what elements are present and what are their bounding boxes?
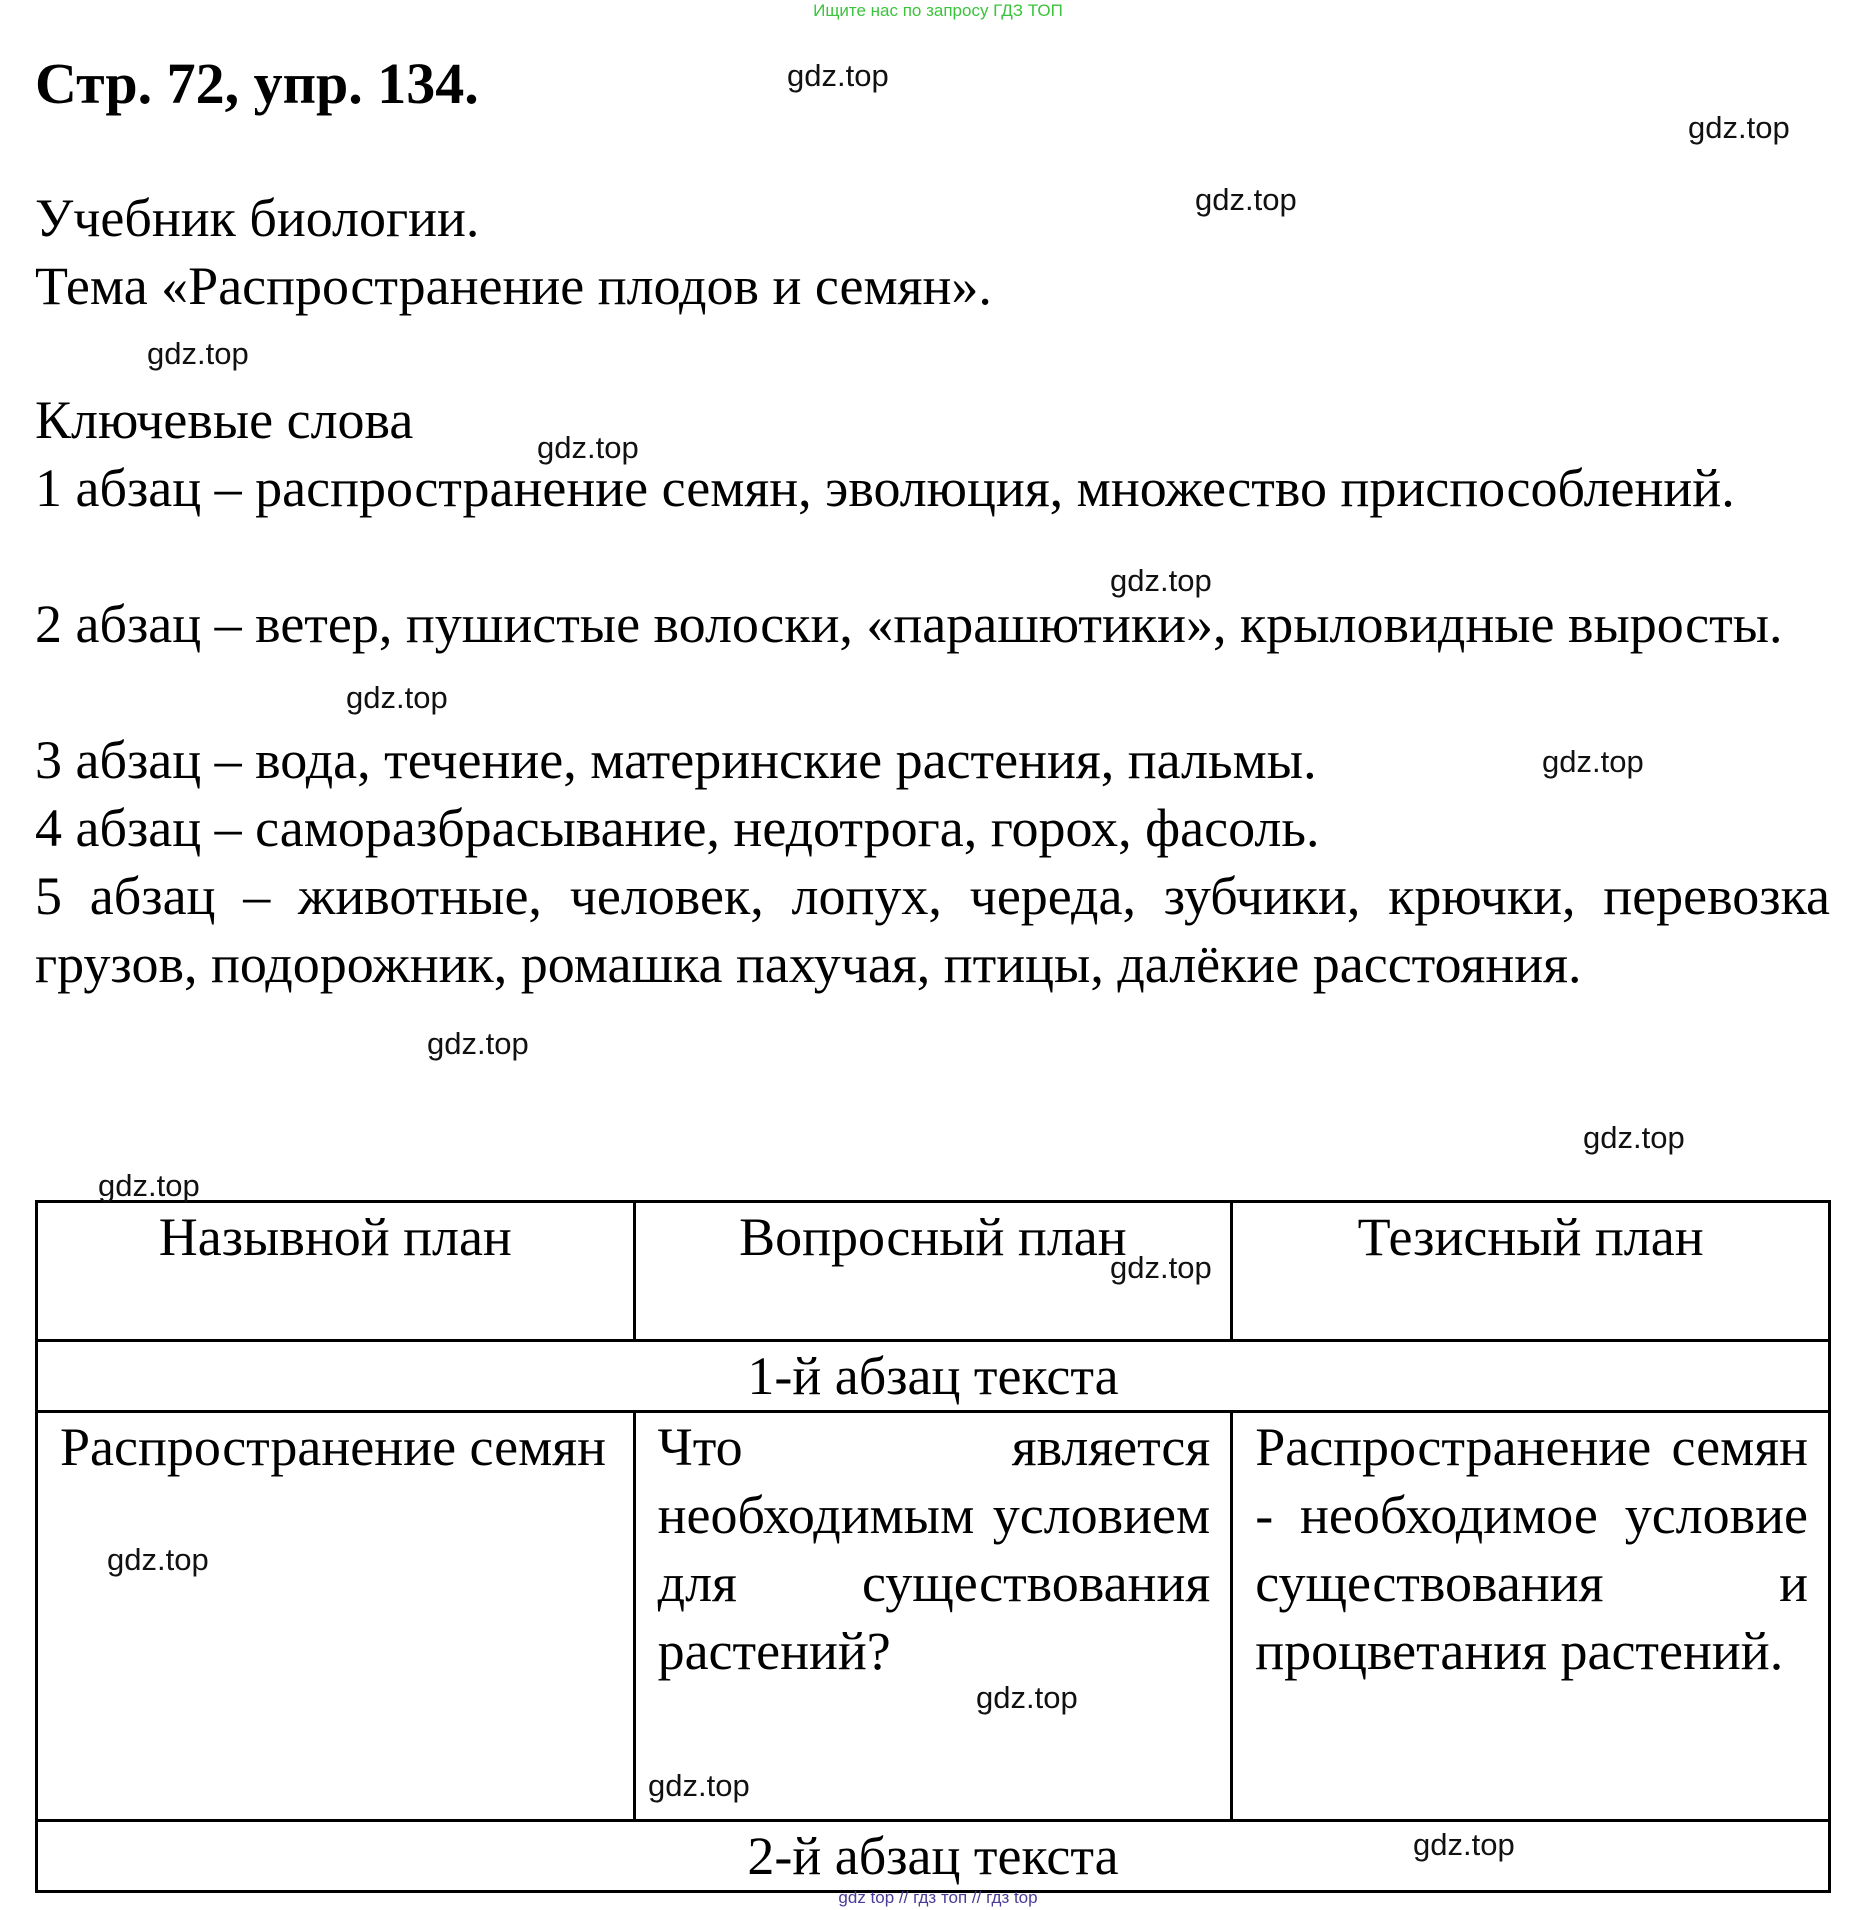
watermark: gdz.top	[1413, 1827, 1515, 1862]
watermark: gdz.top	[1195, 182, 1297, 217]
plan-table-header-row	[37, 1202, 1830, 1341]
watermark: gdz.top	[346, 680, 448, 715]
watermark: gdz.top	[147, 336, 249, 371]
footer-watermark: gdz top // гдз топ // гдз top	[838, 1888, 1038, 1907]
watermark: gdz.top	[976, 1680, 1078, 1715]
section-row-1	[37, 1341, 1830, 1412]
table-row	[37, 1412, 1830, 1821]
page-title: Стр. 72, упр. 134.	[35, 51, 479, 116]
watermark: gdz.top	[1542, 744, 1644, 779]
cell-nominative-plan: Распространение семян	[37, 1412, 635, 1821]
keywords-paragraph-1: 1 абзац – распространение семян, эволюция, множество приспособлений.	[35, 458, 1735, 518]
watermark: gdz.top	[107, 1542, 209, 1577]
plan-table	[35, 1200, 1831, 1893]
watermark: gdz.top	[787, 58, 889, 93]
textbook-line: Учебник биологии.	[35, 188, 480, 248]
watermark: gdz.top	[1688, 110, 1790, 145]
watermark: gdz.top	[648, 1768, 750, 1803]
cell-thesis-plan: Распространение семян - необходимое условие существования и процветания растений.	[1232, 1412, 1830, 1821]
header-thesis-plan: Тезисный план	[1232, 1202, 1830, 1341]
watermark: gdz.top	[1110, 1250, 1212, 1285]
keywords-paragraph-2: 2 абзац – ветер, пушистые волоски, «парашютики», крыловидные выросты.	[35, 594, 1783, 654]
cell-question-plan: Что является необходимым условием для существования растений?	[634, 1412, 1232, 1821]
keywords-heading: Ключевые слова	[35, 390, 414, 450]
topic-line: Тема «Распространение плодов и семян».	[35, 256, 992, 316]
section-row-2	[37, 1821, 1830, 1892]
header-nominative-plan: Назывной план	[37, 1202, 635, 1341]
search-banner: Ищите нас по запросу ГДЗ ТОП	[813, 1, 1063, 20]
keywords-paragraph-4: 4 абзац – саморазбрасывание, недотрога, горох, фасоль.	[35, 798, 1320, 858]
section-label-1: 1-й абзац текста	[37, 1341, 1830, 1412]
header-question-plan: Вопросный план	[634, 1202, 1232, 1341]
watermark: gdz.top	[1110, 563, 1212, 598]
section-label-2: 2-й абзац текста	[37, 1821, 1830, 1892]
watermark: gdz.top	[427, 1026, 529, 1061]
keywords-paragraph-5: 5 абзац – животные, человек, лопух, череда, зубчики, крючки, перевозка грузов, подорожник, ромашка пахучая, птицы, далёкие расстояния.	[35, 866, 1830, 994]
watermark: gdz.top	[537, 430, 639, 465]
keywords-paragraph-3: 3 абзац – вода, течение, материнские растения, пальмы.	[35, 730, 1317, 790]
watermark: gdz.top	[98, 1168, 200, 1203]
watermark: gdz.top	[1583, 1120, 1685, 1155]
